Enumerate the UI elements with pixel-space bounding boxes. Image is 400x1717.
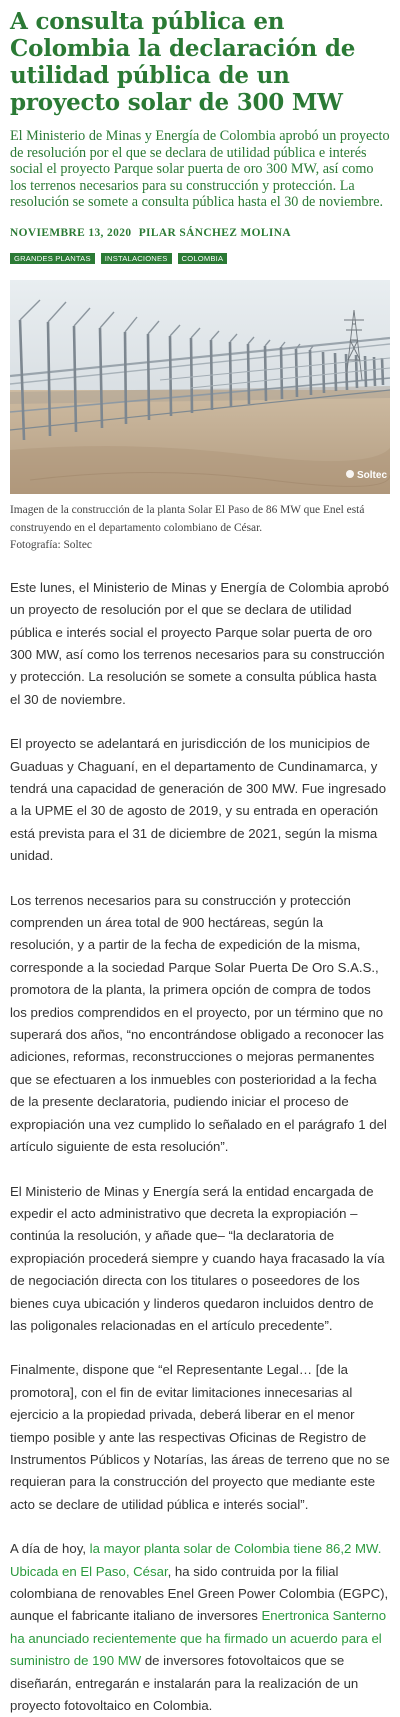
tag-colombia[interactable]: COLOMBIA bbox=[178, 253, 228, 264]
paragraph-2: El proyecto se adelantará en jurisdicción de los municipios de Guaduas y Chaguaní, en el departamento de Cundinamarca, y tendrá una capacidad de generación de 300 MW. Fue ingresado a la UPME el 30 de agosto de 2019, y su entrada en operación está prevista para el 31 de diciembre de 2021, según la misma unidad. bbox=[10, 736, 387, 864]
paragraph-4: El Ministerio de Minas y Energía será la entidad encargada de expedir el acto administrativo que decreta la expropiación –continúa la resolución, y añade que– “la declaratoria de expropiación procederá siempre y cuando haya fracasado la vía de negociación directa con los titulares o poseedores de los bienes cuya ubicación y linderos quedaron incluidos dentro de las poligonales relacionadas en el artículo precedente”. bbox=[10, 1183, 385, 1333]
link-mayor-planta-solar[interactable]: la mayor planta solar de Colombia tiene 86,2 MW. Ubicada en El Paso, César bbox=[10, 1541, 382, 1579]
link-enertronica-santerno[interactable]: Enertronica Santerno ha anunciado recientemente que ha firmado un acuerdo para el suministro de 190 MW bbox=[10, 1608, 387, 1669]
article-lede: El Ministerio de Minas y Energía de Colombia aprobó un proyecto de resolución por el que se declara de utilidad pública e interés social el proyecto Parque solar puerta de oro 300 MW, así como los terrenos necesarios para su construcción y protección. La resolución se somete a consulta pública hasta el 30 de noviembre. bbox=[10, 128, 390, 211]
article bbox=[0, 8, 400, 1717]
paragraph-6-text-b: , ha sido contruida por la filial colombiana de renovables Enel Green Power Colombia (EGPC), aunque el fabricante italiano de inversores bbox=[10, 1563, 389, 1624]
article-title: A consulta pública en Colombia la declaración de utilidad pública de un proyecto solar de 300 MW bbox=[10, 8, 356, 116]
photo-caption: Imagen de la construcción de la planta Solar El Paso de 86 MW que Enel está construyendo en el departamento colombiano de César. bbox=[10, 503, 365, 534]
tag-grandes-plantas[interactable]: GRANDES PLANTAS bbox=[10, 253, 95, 264]
photo-watermark: Soltec bbox=[357, 469, 388, 481]
article-photo bbox=[10, 280, 390, 494]
paragraph-1: Este lunes, el Ministerio de Minas y Energía de Colombia aprobó un proyecto de resolución por el que se declara de utilidad pública e interés social el proyecto Parque solar puerta de oro 300 MW, así como los terrenos necesarios para su construcción y protección. La resolución se somete a consulta pública hasta el 30 de noviembre. bbox=[10, 579, 389, 707]
paragraph-6 bbox=[10, 1538, 390, 1717]
photo-credit: Fotografía: Soltec bbox=[10, 539, 92, 552]
tag-instalaciones[interactable]: INSTALACIONES bbox=[101, 253, 172, 264]
article-body bbox=[10, 577, 390, 1717]
paragraph-5: Finalmente, dispone que “el Representante Legal… [de la promotora], con el fin de evitar limitaciones innecesarias al ejercicio a la propiedad privada, deberá liberar en el menor tiempo posible y ante las respectivas Oficinas de Registro de Instrumentos Públicos y Notarías, las áreas de terreno que no se requieran para la construcción del proyecto que mediante este acto se declare de utilidad pública e interés social”. bbox=[10, 1362, 390, 1512]
byline bbox=[10, 227, 390, 239]
paragraph-3: Los terrenos necesarios para su construcción y protección comprenden un área total de 900 hectáreas, según la resolución, y a partir de la fecha de expedición de la misma, corresponde a la sociedad Parque Solar Puerta De Oro S.A.S., promotora de la planta, la primera opción de compra de todos los predios comprendidos en el proyecto, por un término que no superará dos años, “no encontrándose obligado a reconocer las adiciones, reformas, reconstrucciones o mejoras permanentes que se efectuaren a los inmuebles con posterioridad a la fecha de la presente declaratoria, pudiendo iniciar el proceso de expropiación una vez cumplido lo señalado en el parágrafo 1 del artículo siguiente de esta resolución”. bbox=[10, 892, 387, 1155]
paragraph-6-text-a: A día de hoy, bbox=[10, 1541, 90, 1557]
paragraph-6-text-c: de inversores fotovoltaicos que se diseñarán, entregarán e instalarán para la realización de un proyecto fotovoltaico en Colombia. bbox=[10, 1653, 359, 1714]
author-link[interactable]: PILAR SÁNCHEZ MOLINA bbox=[138, 226, 291, 239]
tag-list bbox=[10, 253, 390, 264]
publish-date: NOVIEMBRE 13, 2020 bbox=[10, 226, 132, 239]
